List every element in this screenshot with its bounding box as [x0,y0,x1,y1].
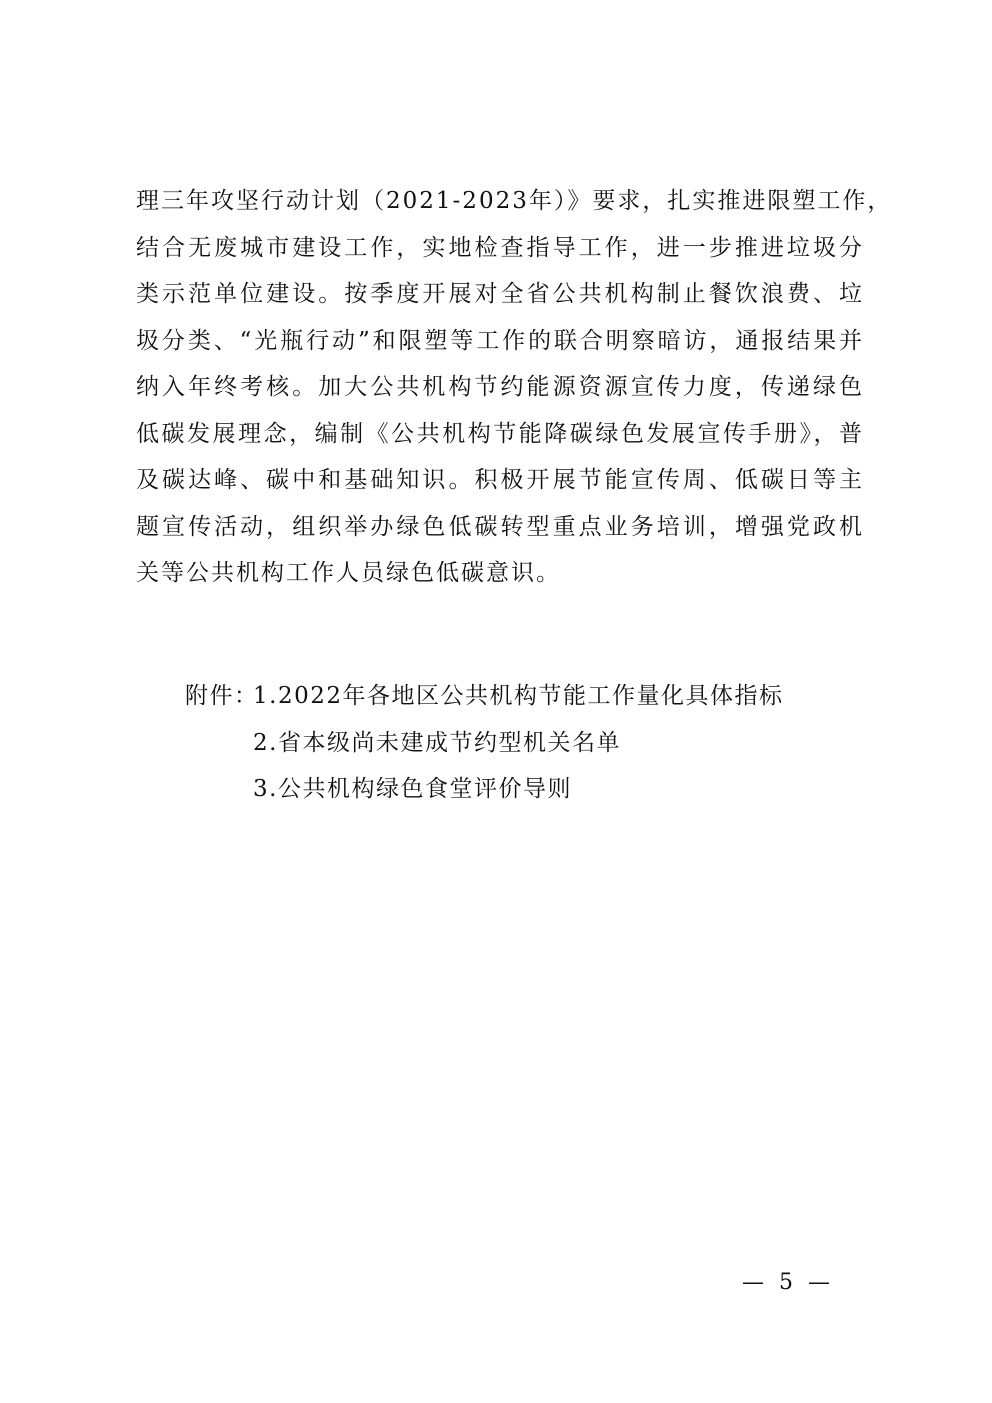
attachment-item-1: 1.2022年各地区公共机构节能工作量化具体指标 [253,683,784,709]
attachment-item-3: 3.公共机构绿色食堂评价导则 [253,776,572,802]
body-line-7: 及碳达峰、碳中和基础知识。积极开展节能宣传周、低碳日等主 [136,467,864,493]
body-line-4: 圾分类、“光瓶行动”和限塑等工作的联合明察暗访，通报结果并 [136,327,864,354]
attachment-item [185,673,885,720]
page-number: — 5 — [742,1270,834,1295]
body-line-1: 理三年攻坚行动计划（2021-2023年）》要求，扎实推进限塑工作， [136,188,893,214]
body-line-3: 类示范单位建设。按季度开展对全省公共机构制止餐饮浪费、垃 [136,281,864,307]
body-line-2: 结合无废城市建设工作，实地检查指导工作，进一步推进垃圾分 [136,234,864,261]
body-line-9: 关等公共机构工作人员绿色低碳意识。 [136,560,561,586]
attachment-item-2: 2.省本级尚未建成节约型机关名单 [253,729,621,756]
attachment-item [185,720,885,767]
body-paragraph [136,178,893,597]
body-line-6: 低碳发展理念，编制《公共机构节能降碳绿色发展宣传手册》，普 [136,420,864,447]
body-line-8: 题宣传活动，组织举办绿色低碳转型重点业务培训，增强党政机 [136,513,864,540]
attachment-item [185,766,885,813]
body-line-5: 纳入年终考核。加大公共机构节约能源资源宣传力度，传递绿色 [136,374,864,400]
attachments-list [185,673,885,813]
attachments-label: 附件： [185,683,259,709]
